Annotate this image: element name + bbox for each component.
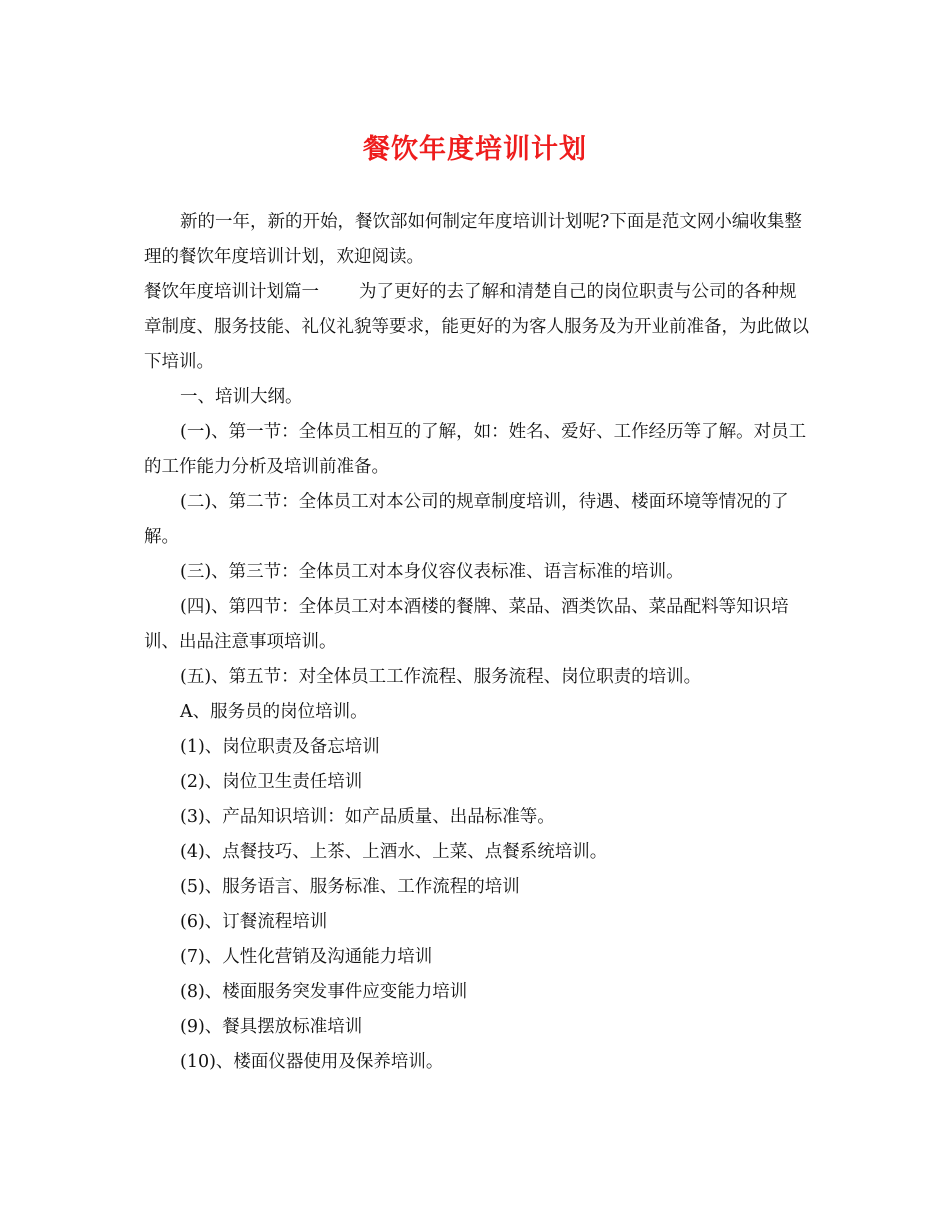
sub-item: (10)、楼面仪器使用及保养培训。 — [180, 1052, 444, 1072]
sub-item: (8)、楼面服务突发事件应变能力培训 — [180, 982, 468, 1002]
outline-item: (四)、第四节：全体员工对本酒楼的餐牌、菜品、酒类饮品、菜品配料等知识培训、出品注意事项培训。 — [144, 597, 789, 652]
sub-heading: A、服务员的岗位培训。 — [180, 702, 368, 722]
outline-item: (五)、第五节：对全体员工工作流程、服务流程、岗位职责的培训。 — [180, 667, 702, 687]
intro-paragraph: 新的一年，新的开始，餐饮部如何制定年度培训计划呢?下面是范文网小编收集整理的餐饮年度培训计划，欢迎阅读。 — [144, 212, 802, 267]
document-title: 餐饮年度培训计划 — [363, 134, 587, 165]
outline-heading: 一、培训大纲。 — [180, 387, 303, 407]
sub-item: (1)、岗位职责及备忘培训 — [180, 737, 380, 757]
sub-item: (4)、点餐技巧、上茶、上酒水、上菜、点餐系统培训。 — [180, 842, 608, 862]
sub-item: (2)、岗位卫生责任培训 — [180, 772, 363, 792]
sub-item: (3)、产品知识培训：如产品质量、出品标准等。 — [180, 807, 555, 827]
outline-item: (三)、第三节：全体员工对本身仪容仪表标准、语言标准的培训。 — [180, 562, 684, 582]
outline-item: (一)、第一节：全体员工相互的了解，如：姓名、爱好、工作经历等了解。对员工的工作能力分析及培训前准备。 — [144, 422, 807, 477]
sub-item: (9)、餐具摆放标准培训 — [180, 1017, 363, 1037]
sub-item: (6)、订餐流程培训 — [180, 912, 328, 932]
section-paragraph — [144, 275, 810, 380]
document-body — [144, 205, 810, 1080]
section-text: 为了更好的去了解和清楚自己的岗位职责与公司的各种规章制度、服务技能、礼仪礼貌等要求，能更好的为客人服务及为开业前准备，为此做以下培训。 — [144, 282, 809, 372]
outline-item: (二)、第二节：全体员工对本公司的规章制度培训，待遇、楼面环境等情况的了解。 — [144, 492, 789, 547]
sub-item: (7)、人性化营销及沟通能力培训 — [180, 947, 433, 967]
section-label: 餐饮年度培训计划篇一 — [144, 282, 319, 302]
sub-item: (5)、服务语言、服务标准、工作流程的培训 — [180, 877, 520, 897]
